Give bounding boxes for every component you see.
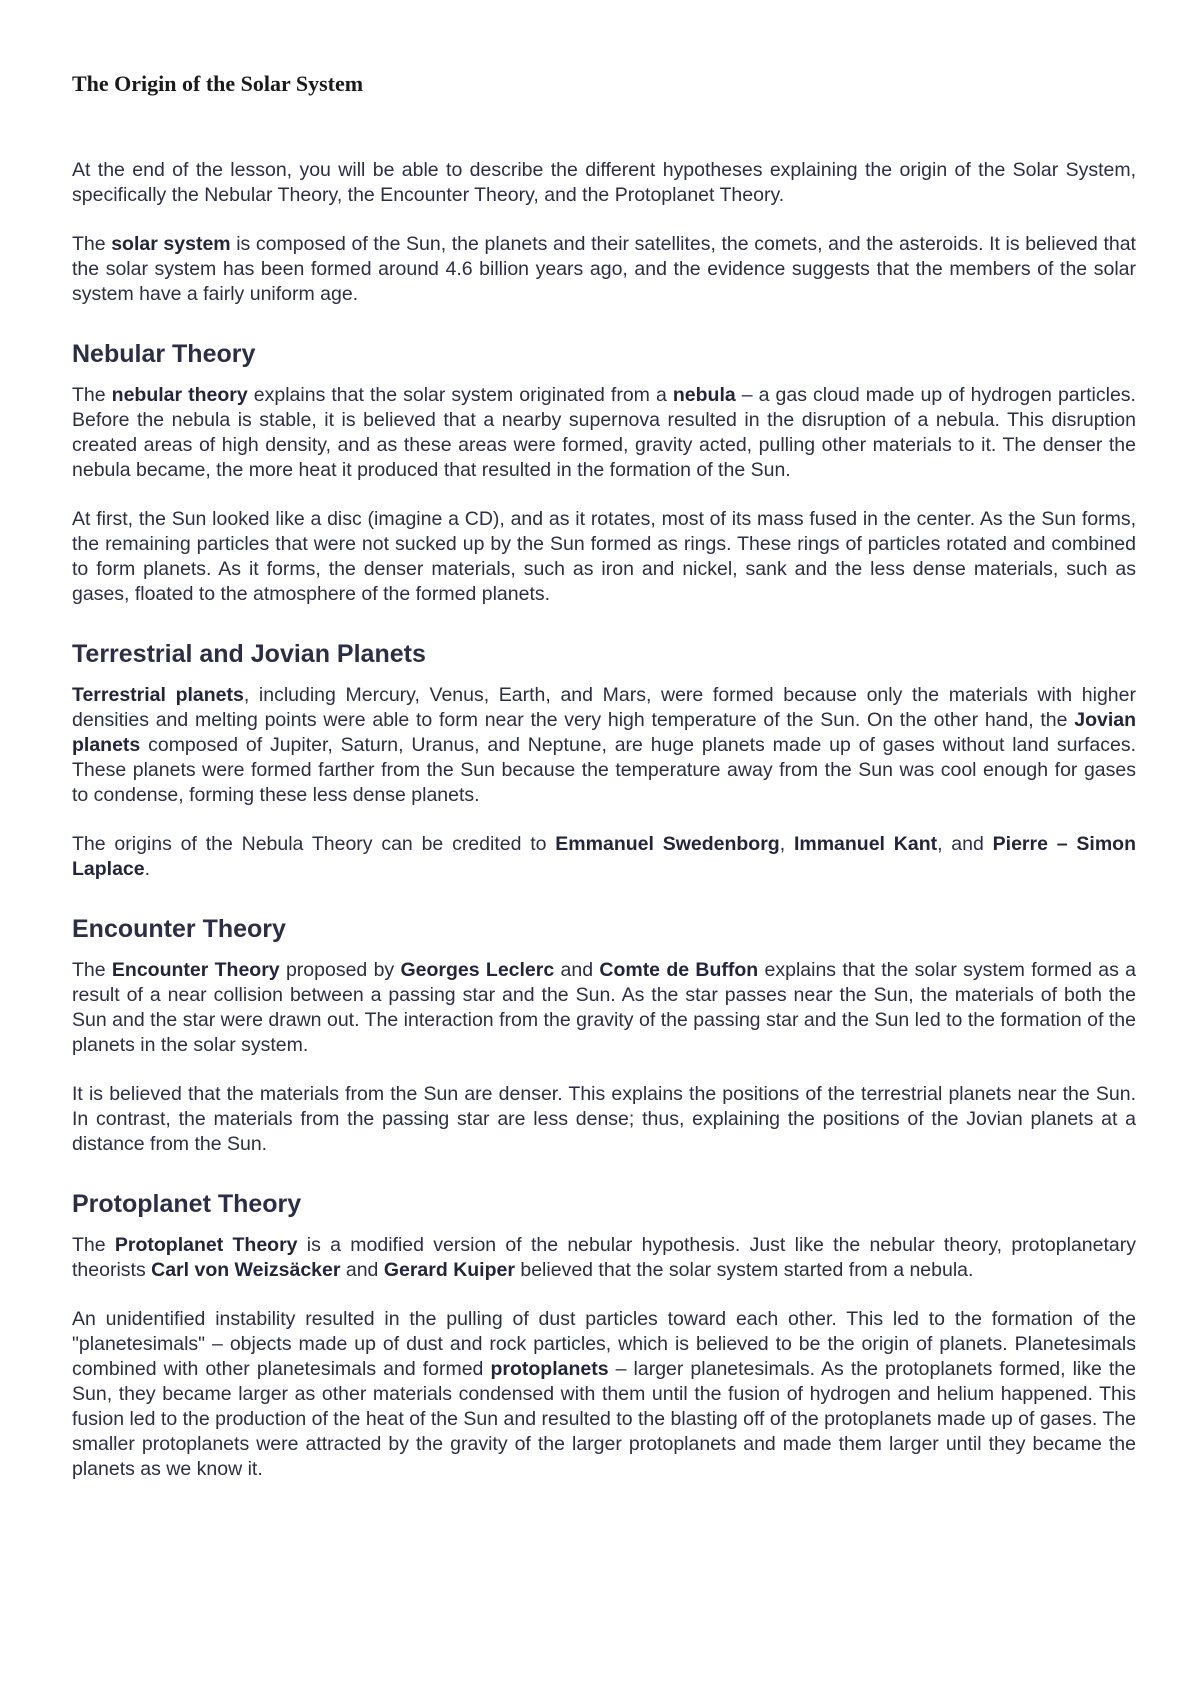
section-heading-terrestrial-jovian: Terrestrial and Jovian Planets <box>72 640 426 668</box>
text-run: , and <box>937 833 993 855</box>
name-leclerc: Georges Leclerc <box>400 959 555 981</box>
text-run: The <box>72 384 112 406</box>
term-protoplanet-theory: Protoplanet Theory <box>114 1234 298 1256</box>
text-run: believed that the solar system started from a nebula. <box>514 1259 974 1281</box>
term-terrestrial-planets: Terrestrial planets <box>72 684 244 706</box>
text-run: is composed of the Sun, the planets and their satellites, the comets, and the asteroids. It is believed that the solar system has been formed around 4.6 billion years ago, and the evidence suggests that the members of the solar system have a fairly uniform age. <box>72 233 1136 305</box>
planets-paragraph-1 <box>72 683 1136 808</box>
document-title: The Origin of the Solar System <box>72 71 364 96</box>
encounter-theory-paragraph-2 <box>72 1082 1136 1157</box>
text-run: The origins of the Nebula Theory can be credited to <box>72 833 556 855</box>
document-page <box>72 70 1136 1506</box>
name-swedenborg: Emmanuel Swedenborg <box>555 833 780 855</box>
text-run: The <box>72 233 112 255</box>
text-run: , including Mercury, Venus, Earth, and Mars, were formed because only the materials with higher densities and melting points were able to form near the very high temperature of the Sun. On the other hand, the <box>72 684 1136 731</box>
term-protoplanets: protoplanets <box>490 1358 609 1380</box>
text-run: The <box>72 1234 115 1256</box>
text-run: and <box>340 1259 384 1281</box>
term-nebular-theory: nebular theory <box>111 384 248 406</box>
text-run: , <box>779 833 794 855</box>
section-heading-encounter-theory: Encounter Theory <box>72 915 286 943</box>
text-run: At first, the Sun looked like a disc (imagine a CD), and as it rotates, most of its mass fused in the center. As the Sun forms, the remaining particles that were not sucked up by the Sun formed as rings. These rings of particles rotated and combined to form planets. As it forms, the denser materials, such as iron and nickel, sank and the less dense materials, such as gases, floated to the atmosphere of the formed planets. <box>72 508 1136 605</box>
term-nebula: nebula <box>672 384 736 406</box>
section-heading-protoplanet-theory: Protoplanet Theory <box>72 1190 302 1218</box>
term-encounter-theory: Encounter Theory <box>111 959 280 981</box>
name-kuiper: Gerard Kuiper <box>383 1259 515 1281</box>
nebular-theory-paragraph-2 <box>72 507 1136 607</box>
text-run: – a gas cloud made up of hydrogen particles. Before the nebula is stable, it is believed that a nearby supernova resulted in the disruption of a nebula. This disruption created areas of high density, and as these areas were formed, gravity acted, pulling other materials to it. The denser the nebula became, the more heat it produced that resulted in the formation of the Sun. <box>72 384 1136 481</box>
protoplanet-theory-paragraph-2 <box>72 1307 1136 1482</box>
nebular-theory-paragraph-1 <box>72 383 1136 483</box>
text-run: and <box>554 959 600 981</box>
text-run: explains that the solar system originated from a <box>247 384 673 406</box>
text-run: is a modified version of the nebular hypothesis. Just like the nebular theory, protoplanetary theorists <box>72 1234 1136 1281</box>
protoplanet-theory-paragraph-1 <box>72 1233 1136 1283</box>
text-run: . <box>144 858 151 880</box>
planets-paragraph-2 <box>72 832 1136 882</box>
text-run: composed of Jupiter, Saturn, Uranus, and Neptune, are huge planets made up of gases without land surfaces. These planets were formed farther from the Sun because the temperature away from the Sun was cool enough for gases to condense, forming these less dense planets. <box>72 734 1136 806</box>
objective-text: At the end of the lesson, you will be able to describe the different hypotheses explaining the origin of the Solar System, specifically the Nebular Theory, the Encounter Theory, and the Protoplanet Theory. <box>72 159 1136 206</box>
text-run: proposed by <box>279 959 401 981</box>
name-buffon: Comte de Buffon <box>599 959 759 981</box>
text-run: It is believed that the materials from the Sun are denser. This explains the positions of the terrestrial planets near the Sun. In contrast, the materials from the passing star are less dense; thus, explaining the positions of the Jovian planets at a distance from the Sun. <box>72 1083 1136 1155</box>
encounter-theory-paragraph-1 <box>72 958 1136 1058</box>
lesson-objective-paragraph <box>72 158 1136 208</box>
term-jovian-planets: Jovian planets <box>72 709 1136 756</box>
section-heading-nebular-theory: Nebular Theory <box>72 340 256 368</box>
solar-system-definition-paragraph <box>72 232 1136 307</box>
name-weizsacker: Carl von Weizsäcker <box>151 1259 341 1281</box>
name-laplace: Pierre – Simon Laplace <box>72 833 1136 880</box>
text-run: – larger planetesimals. As the protoplanets formed, like the Sun, they became larger as other materials condensed with them until the fusion of hydrogen and helium happened. This fusion led to the production of the heat of the Sun and resulted to the blasting off of the protoplanets made up of gases. The smaller protoplanets were attracted by the gravity of the larger protoplanets and made them larger until they became the planets as we know it. <box>72 1358 1136 1480</box>
text-run: An unidentified instability resulted in the pulling of dust particles toward each other. This led to the formation of the "planetesimals" – objects made up of dust and rock particles, which is believed to be the origin of planets. Planetesimals combined with other planetesimals and formed <box>72 1308 1136 1380</box>
text-run: The <box>72 959 112 981</box>
name-kant: Immanuel Kant <box>793 833 938 855</box>
term-solar-system: solar system <box>111 233 231 255</box>
text-run: explains that the solar system formed as a result of a near collision between a passing star and the Sun. As the star passes near the Sun, the materials of both the Sun and the star were drawn out. The interaction from the gravity of the passing star and the Sun led to the formation of the planets in the solar system. <box>72 959 1136 1056</box>
